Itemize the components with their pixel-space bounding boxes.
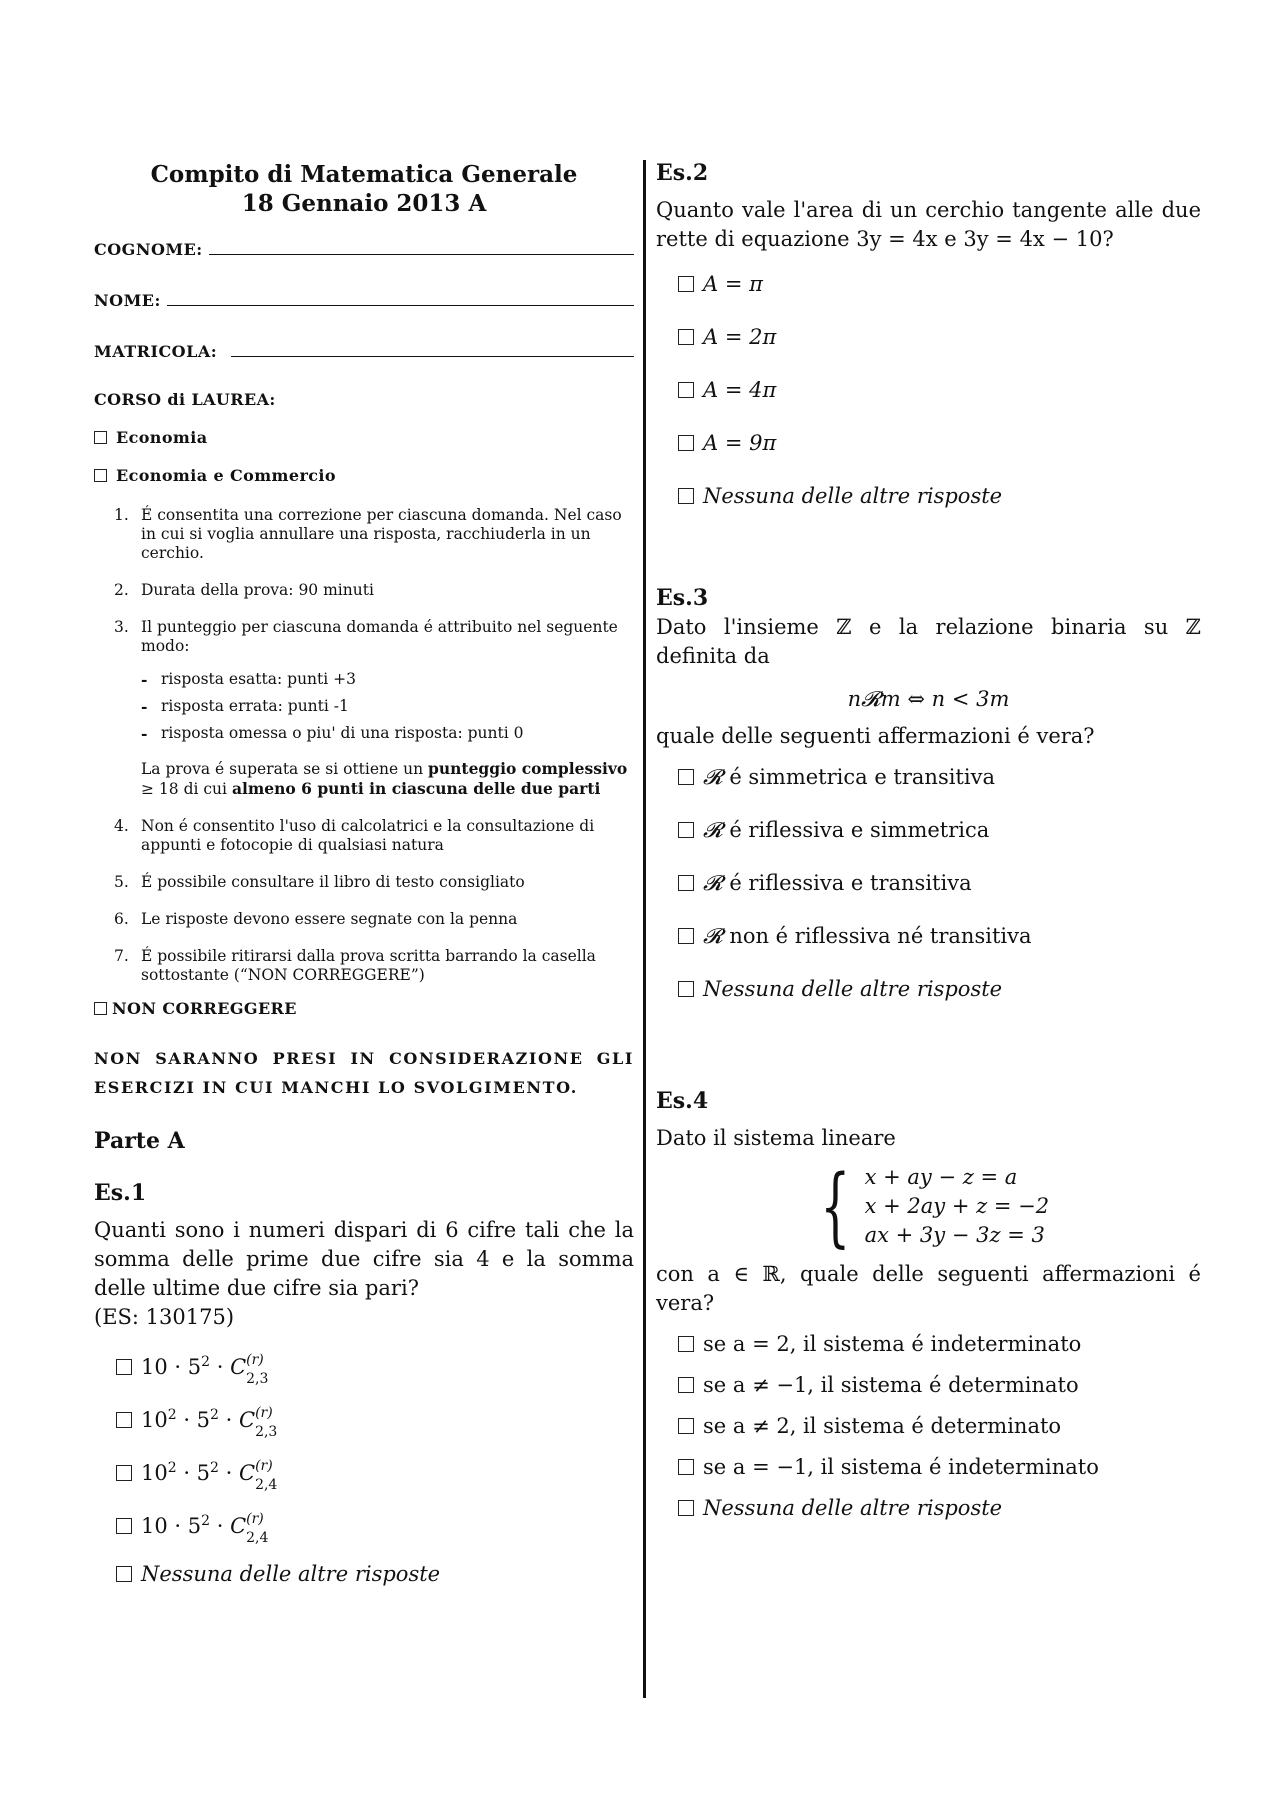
- system-eq-1: x + ay − z = a: [864, 1165, 1018, 1189]
- matricola-label: MATRICOLA:: [94, 342, 218, 361]
- nome-field[interactable]: [94, 288, 634, 310]
- score-item: - risposta errata: punti -1: [141, 697, 634, 716]
- checkbox-icon[interactable]: [678, 1418, 694, 1434]
- checkbox-icon[interactable]: [678, 981, 694, 997]
- es2-title: Es.2: [656, 160, 709, 186]
- es1-option-none[interactable]: Nessuna delle altre risposte: [94, 1560, 634, 1613]
- checkbox-icon[interactable]: [678, 382, 694, 398]
- checkbox-icon[interactable]: [116, 1412, 132, 1428]
- pass-note: La prova é superata se si ottiene un punteggio complessivo ≥ 18 di cui almeno 6 punti in ciascuna delle due parti: [141, 759, 628, 798]
- checkbox-icon[interactable]: [94, 431, 107, 444]
- checkbox-icon[interactable]: [94, 469, 107, 482]
- es2-option-2[interactable]: A = 2π: [656, 323, 1201, 376]
- es3-question-2: quale delle seguenti affermazioni é vera?: [656, 724, 1095, 748]
- checkbox-icon[interactable]: [678, 329, 694, 345]
- es3-question: Dato l'insieme ℤ e la relazione binaria su ℤ definita da: [656, 615, 1201, 668]
- checkbox-icon[interactable]: [678, 769, 694, 785]
- checkbox-icon[interactable]: [678, 1500, 694, 1516]
- es3-option-4[interactable]: 𝓡 non é riflessiva né transitiva: [656, 922, 1201, 975]
- es1-question: Quanti sono i numeri dispari di 6 cifre tali che la somma delle prime due cifre sia 4 e la somma delle ultime due cifre sia pari? (ES: 130175): [94, 1218, 634, 1329]
- es4-question-2: con a ∈ ℝ, quale delle seguenti affermazioni é vera?: [656, 1262, 1201, 1315]
- warning-text: NON SARANNO PRESI IN CONSIDERAZIONE GLI ESERCIZI IN CUI MANCHI LO SVOLGIMENTO.: [94, 1049, 634, 1097]
- part-title: Parte A: [94, 1128, 185, 1154]
- es4-title: Es.4: [656, 1088, 709, 1114]
- right-column: [656, 160, 1201, 1535]
- system-eq-2: x + 2ay + z = −2: [864, 1194, 1050, 1218]
- checkbox-icon[interactable]: [678, 276, 694, 292]
- rule-4: 4. Non é consentito l'uso di calcolatrici e la consultazione di appunti e fotocopie di qualsiasi natura: [114, 817, 595, 854]
- es1-option-1[interactable]: $10 \cdot 5^2 \cdot C$ (r) 2,3: [94, 1348, 634, 1401]
- checkbox-icon[interactable]: [116, 1359, 132, 1375]
- brace-icon: {: [820, 1156, 851, 1257]
- es2-option-4[interactable]: A = 9π: [656, 429, 1201, 482]
- es4-option-3[interactable]: se a ≠ 2, il sistema é determinato: [656, 1412, 1201, 1453]
- checkbox-icon[interactable]: [678, 435, 694, 451]
- checkbox-icon[interactable]: [116, 1518, 132, 1534]
- rules-list: [94, 506, 634, 985]
- checkbox-icon[interactable]: [116, 1566, 132, 1582]
- nome-label: NOME:: [94, 291, 161, 310]
- es3-option-2[interactable]: 𝓡 é riflessiva e simmetrica: [656, 816, 1201, 869]
- rule-1: 1. É consentita una correzione per ciascuna domanda. Nel caso in cui si voglia annullare una risposta, racchiuderla in un cerchio.: [114, 506, 622, 562]
- es2-option-none[interactable]: Nessuna delle altre risposte: [656, 482, 1201, 535]
- checkbox-icon[interactable]: [678, 1336, 694, 1352]
- title-line-1: Compito di Matematica Generale: [150, 161, 578, 188]
- course-option-economia[interactable]: Economia: [94, 428, 634, 447]
- es4-option-4[interactable]: se a = −1, il sistema é indeterminato: [656, 1453, 1201, 1494]
- score-list: [141, 670, 634, 743]
- es1-option-3[interactable]: $10^2 \cdot 5^2 \cdot C$ (r) 2,4: [94, 1454, 634, 1507]
- exam-title: [134, 160, 594, 218]
- checkbox-icon[interactable]: [678, 928, 694, 944]
- es3-option-3[interactable]: 𝓡 é riflessiva e transitiva: [656, 869, 1201, 922]
- title-line-2: 18 Gennaio 2013 A: [241, 190, 487, 217]
- es3-title: Es.3: [656, 585, 709, 611]
- course-option-economia-commercio[interactable]: Economia e Commercio: [94, 466, 634, 485]
- score-item: - risposta omessa o piu' di una risposta: punti 0: [141, 724, 634, 743]
- checkbox-icon[interactable]: [678, 875, 694, 891]
- score-item: - risposta esatta: punti +3: [141, 670, 634, 689]
- es1-title: Es.1: [94, 1180, 147, 1206]
- es2-question: Quanto vale l'area di un cerchio tangente alle due rette di equazione 3y = 4x e 3y = 4x − 10?: [656, 198, 1201, 251]
- left-column: [94, 160, 634, 1613]
- rule-7: 7. É possibile ritirarsi dalla prova scritta barrando la casella sottostante (“NON CORREGGERE”): [114, 947, 596, 984]
- checkbox-icon[interactable]: [678, 1377, 694, 1393]
- non-correggere-option[interactable]: NON CORREGGERE: [94, 999, 634, 1018]
- es4-option-1[interactable]: se a = 2, il sistema é indeterminato: [656, 1330, 1201, 1371]
- checkbox-icon[interactable]: [116, 1465, 132, 1481]
- checkbox-icon[interactable]: [678, 1459, 694, 1475]
- system-eq-3: ax + 3y − 3z = 3: [864, 1223, 1045, 1247]
- es3-formula: n𝓡m ⇔ n < 3m: [847, 687, 1010, 711]
- rule-5: 5. É possibile consultare il libro di testo consigliato: [114, 873, 525, 891]
- rule-6: 6. Le risposte devono essere segnate con la penna: [114, 910, 518, 928]
- column-divider: [643, 160, 646, 1698]
- es1-option-4[interactable]: $10 \cdot 5^2 \cdot C$ (r) 2,4: [94, 1507, 634, 1560]
- checkbox-icon[interactable]: [678, 488, 694, 504]
- es3-option-1[interactable]: 𝓡 é simmetrica e transitiva: [656, 763, 1201, 816]
- es4-system: [656, 1156, 1201, 1257]
- checkbox-icon[interactable]: [678, 822, 694, 838]
- checkbox-icon[interactable]: [94, 1002, 107, 1015]
- matricola-field[interactable]: [94, 339, 634, 361]
- cognome-field[interactable]: [94, 237, 634, 259]
- es4-option-none[interactable]: Nessuna delle altre risposte: [656, 1494, 1201, 1535]
- cognome-label: COGNOME:: [94, 240, 203, 259]
- rule-2: 2. Durata della prova: 90 minuti: [114, 581, 374, 599]
- rule-3: 3. Il punteggio per ciascuna domanda é attribuito nel seguente modo: - risposta esatta: punti +3 - risposta errata: punti -1 - risposta omessa o piu' di una risposta: punti 0 La prova é superata se si ottiene un punteggio complessivo ≥ 18 di cui almeno 6 punti in ciascuna delle due parti: [94, 618, 634, 799]
- es2-option-1[interactable]: A = π: [656, 270, 1201, 323]
- es1-option-2[interactable]: $10^2 \cdot 5^2 \cdot C$ (r) 2,3: [94, 1401, 634, 1454]
- es3-option-none[interactable]: Nessuna delle altre risposte: [656, 975, 1201, 1028]
- corso-label: CORSO di LAUREA:: [94, 390, 276, 409]
- es4-question: Dato il sistema lineare: [656, 1126, 896, 1150]
- es4-option-2[interactable]: se a ≠ −1, il sistema é determinato: [656, 1371, 1201, 1412]
- es2-option-3[interactable]: A = 4π: [656, 376, 1201, 429]
